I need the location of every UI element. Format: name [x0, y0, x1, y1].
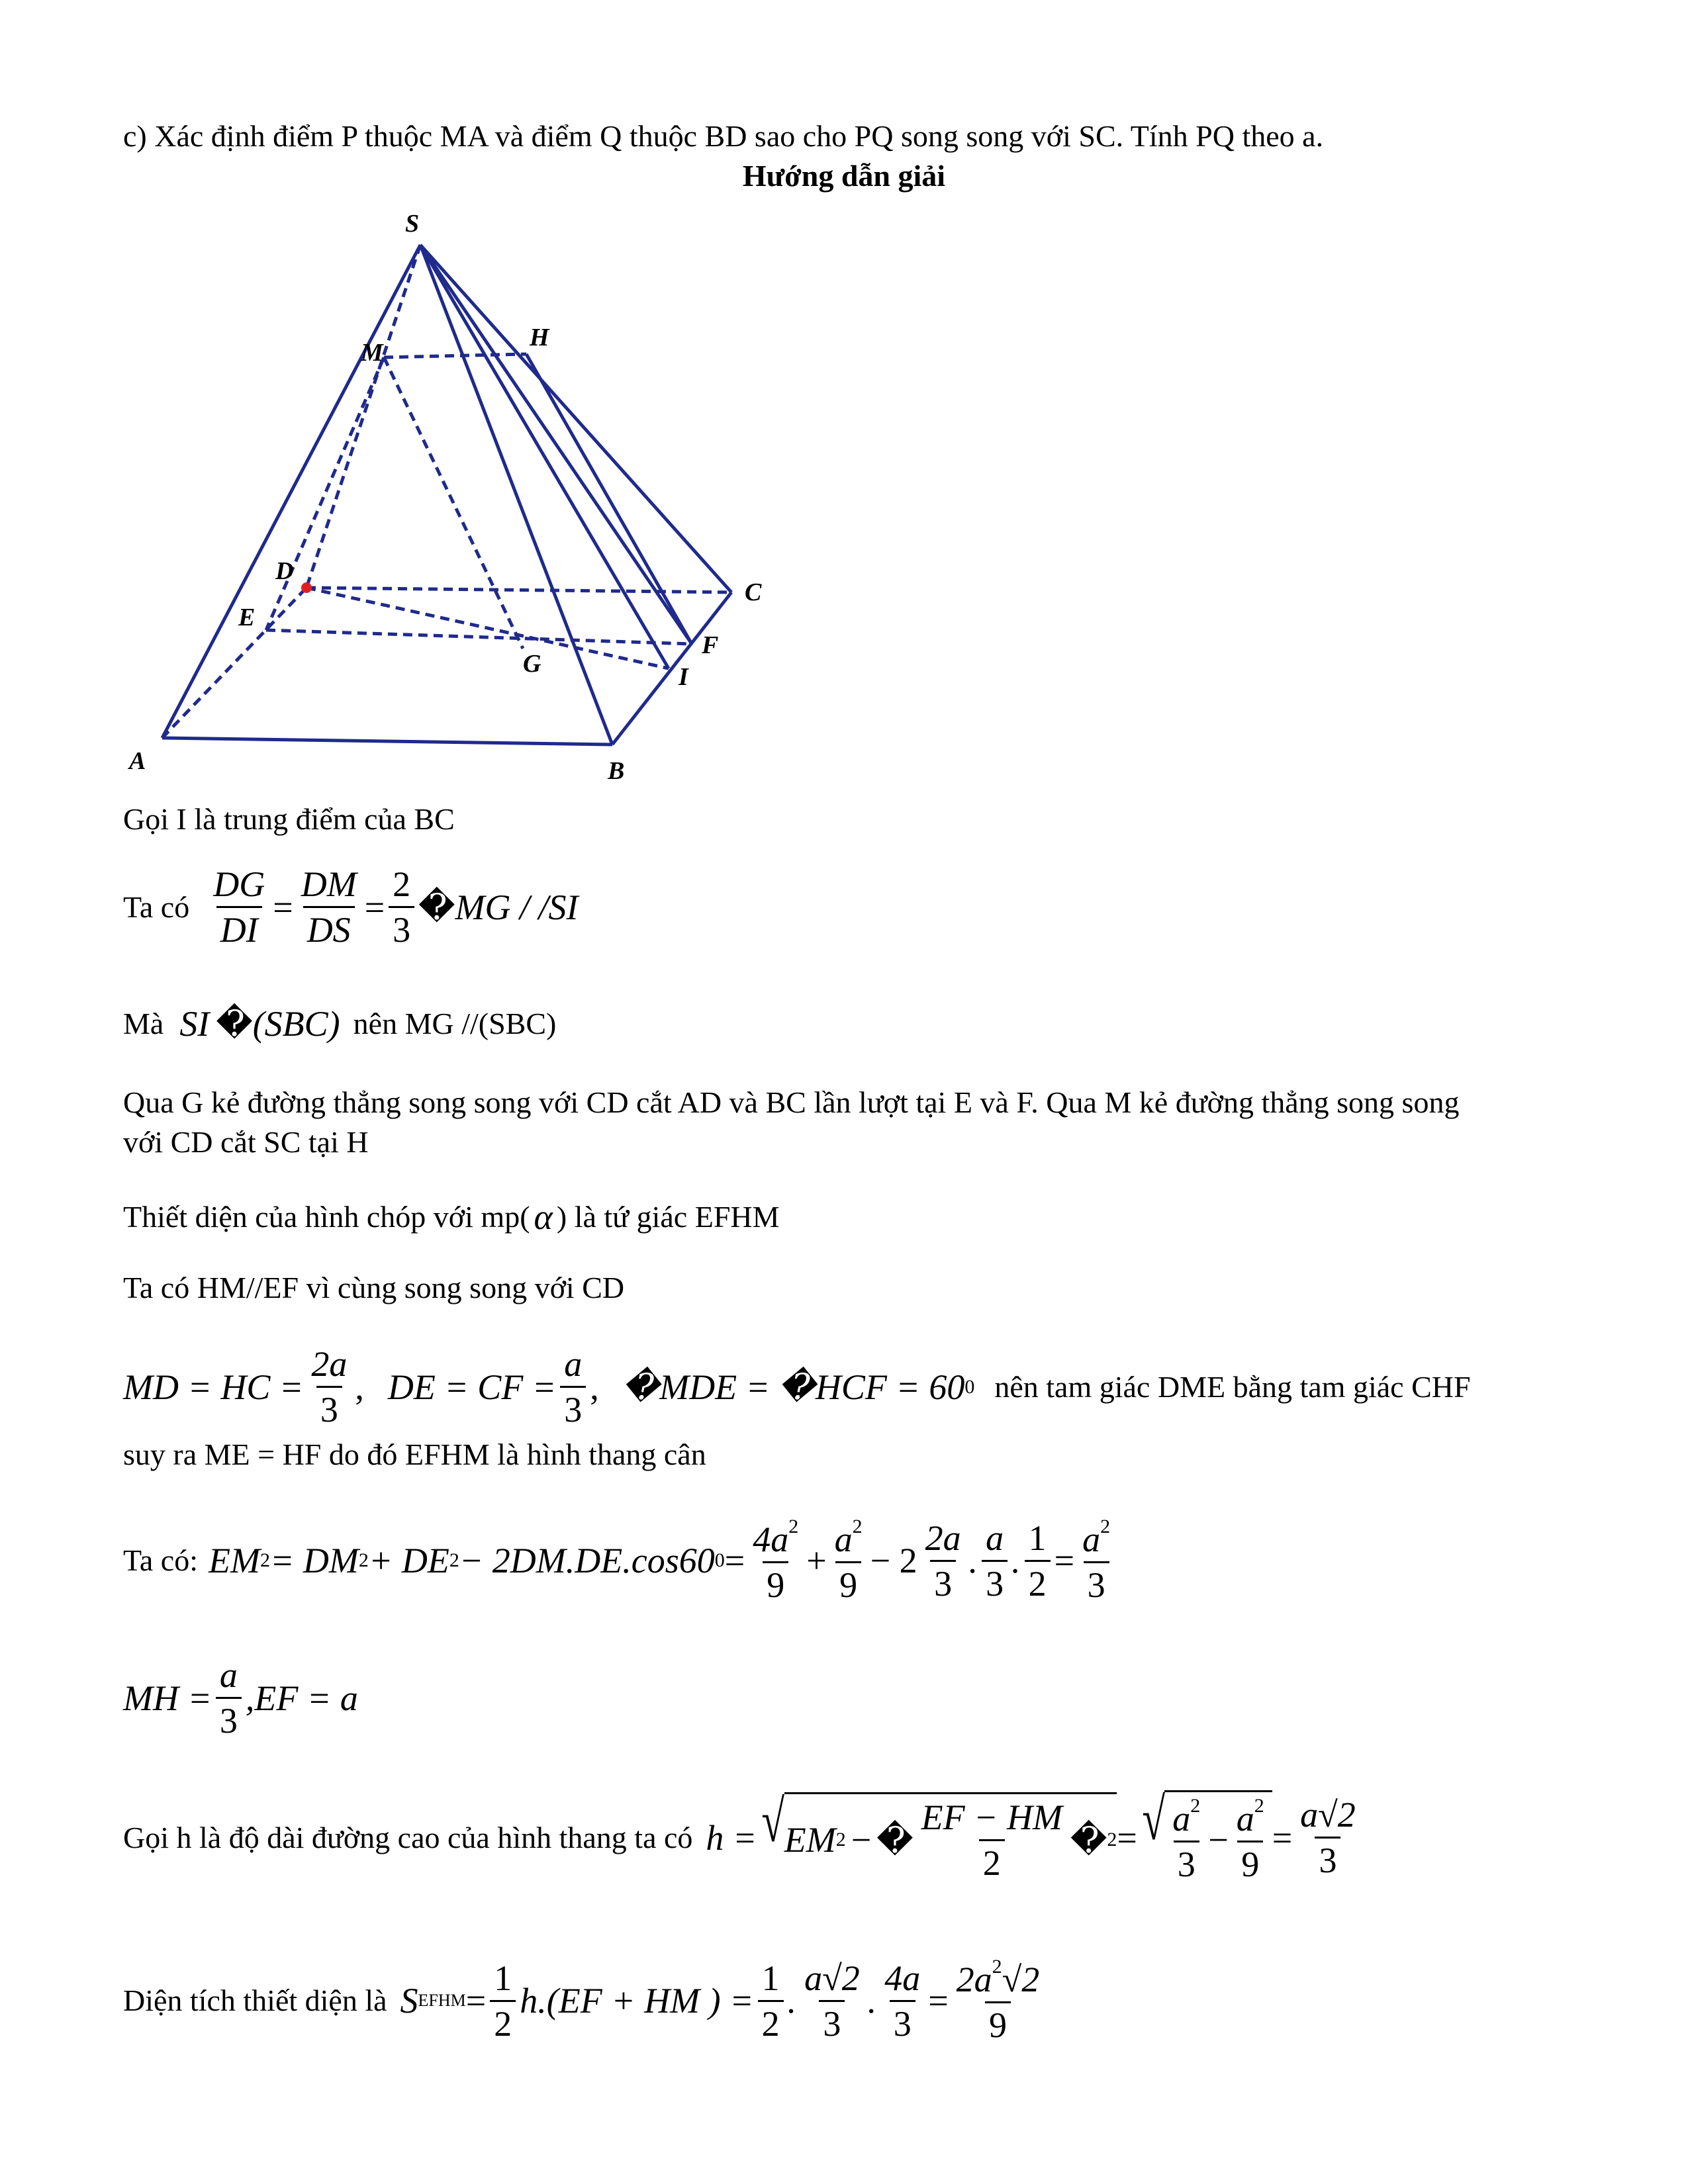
edge-ab	[162, 738, 612, 745]
equation-ratio: Ta có $\frac{DG}{DI}$ = $\frac{DM}{DS}$ = $\frac{2}{3}$ � MG / /SI	[123, 864, 579, 950]
equation-md-hc: MD = HC = $\frac{2a}{3}$ , DE = CF = $\frac{a}{3}$ , �MDE = �HCF = 60 0 nên tam giác DME bằng tam giác CHF	[123, 1344, 1471, 1430]
edge-mg	[384, 357, 523, 649]
label-h: H	[530, 324, 549, 351]
point-d	[301, 582, 312, 593]
solution-heading: Hướng dẫn giải	[742, 159, 946, 193]
equation-area: Diện tích thiết diện là S EFHM = $\frac{1}{2}$ h.(EF + HM ) = $\frac{1}{2}$ . $\frac{a√2}{3}$ . $\frac{4a}{3}$ = $\frac{2a^2√2}{9}$	[123, 1956, 1040, 2045]
text-suy-ra: suy ra ME = HF do đó EFHM là hình thang cân	[123, 1437, 706, 1471]
edge-ef	[266, 630, 692, 644]
text-thiet-dien: Thiết diện của hình chóp với mp( α ) là tứ giác EFHM	[123, 1197, 780, 1237]
label-f: F	[702, 631, 719, 659]
edge-si	[420, 245, 669, 668]
edge-sf	[420, 245, 692, 644]
text-goi-i: Gọi I là trung điểm của BC	[123, 802, 455, 836]
text-qua-g: Qua G kẻ đường thẳng song song với CD cắt AD và BC lần lượt tại E và F. Qua M kẻ đường thẳng song song	[123, 1085, 1460, 1119]
equation-em: Ta có: EM 2 = DM 2 + DE 2 − 2DM.DE.cos60 0 = $\frac{4a^2}{9}$ + $\frac{a^2}{9}$ − 2 $\frac{2a}{3}$ . $\frac{a}{3}$ . $\frac{1}{2}$ = $\frac{a^2}{3}$	[123, 1516, 1111, 1605]
equation-mh: MH = $\frac{a}{3}$ ,EF = a	[123, 1655, 358, 1741]
equation-si: Mà SI � (SBC) nên MG //(SBC)	[123, 1003, 557, 1044]
pyramid-figure	[119, 199, 781, 794]
edge-hf	[526, 354, 692, 644]
edge-sc	[420, 245, 731, 592]
edge-sd	[306, 245, 420, 588]
label-a: A	[129, 747, 146, 775]
label-c: C	[745, 578, 762, 606]
edge-mh	[384, 354, 526, 357]
edge-dc	[306, 588, 731, 592]
equation-h: Gọi h là độ dài đường cao của hình thang ta có h = √ EM 2 − � $\frac{EF - HM}{2}$ � 2 = √ $\frac{a^2}{3}$ − $\frac{a^2}{9}$ = $\frac{a√2}{3}$	[123, 1787, 1356, 1884]
text-hm-ef: Ta có HM//EF vì cùng song song với CD	[123, 1271, 625, 1304]
edge-sb	[420, 245, 612, 745]
ta-co-label: Ta có	[123, 889, 190, 924]
edge-di	[306, 588, 669, 668]
edge-sa	[162, 245, 420, 738]
edge-ad	[162, 588, 306, 738]
label-g: G	[523, 650, 541, 678]
label-m: M	[361, 339, 383, 367]
text-qua-g-2: với CD cắt SC tại H	[123, 1125, 369, 1159]
problem-part-c: c) Xác định điểm P thuộc MA và điểm Q thuộc BD sao cho PQ song song với SC. Tính PQ theo a.	[123, 119, 1324, 153]
label-e: E	[238, 604, 256, 631]
label-d: D	[275, 557, 294, 585]
label-i: I	[679, 663, 688, 691]
label-b: B	[608, 757, 625, 785]
label-s: S	[405, 210, 420, 238]
